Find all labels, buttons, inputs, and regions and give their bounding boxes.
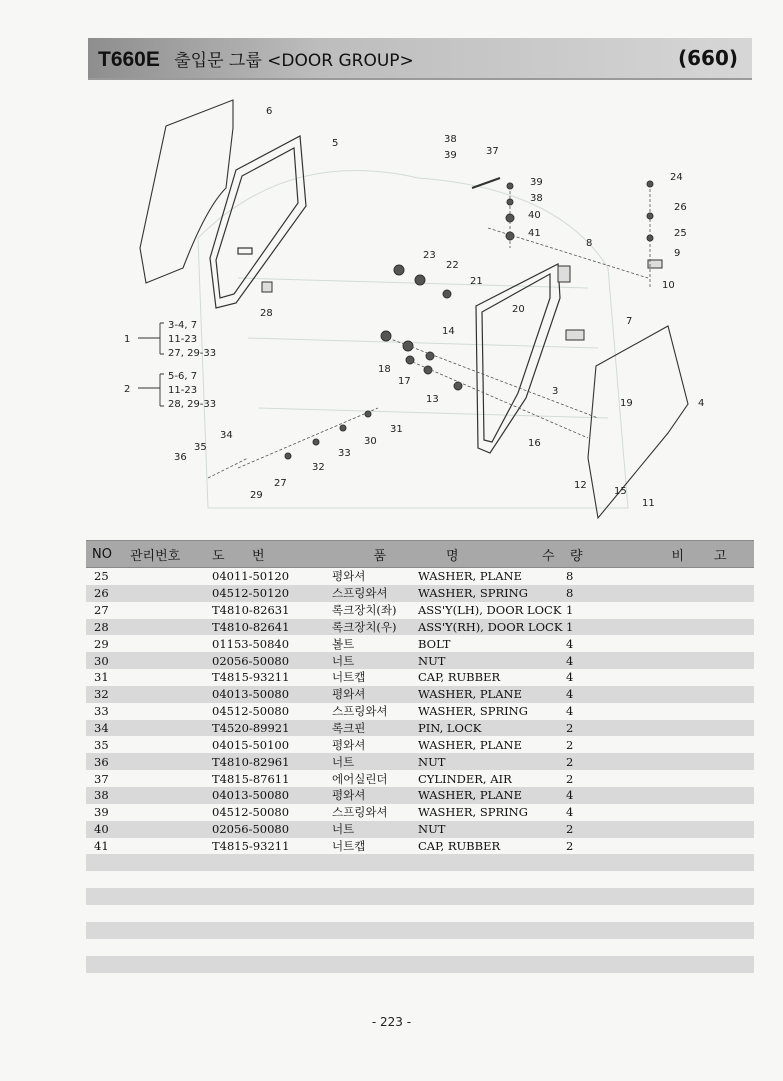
callout-4: 4 (698, 398, 705, 409)
empty-row (86, 888, 754, 905)
cell-name-en: WASHER, PLANE (418, 737, 522, 752)
col-remark-2: 고 (684, 541, 754, 568)
empty-cell (86, 956, 754, 973)
cell-no: 37 (94, 771, 109, 786)
cell-no: 28 (86, 619, 124, 636)
cell-name-kr: 평와셔 (326, 787, 386, 804)
cell-qty: 4 (564, 787, 624, 804)
cell-part-number: T4810-82641 (206, 619, 326, 636)
cell-remark (624, 770, 754, 787)
parts-table-body (86, 568, 754, 974)
cell-code (124, 669, 206, 686)
cell-qty: 2 (566, 771, 574, 786)
cell-name-en: WASHER, PLANE (386, 787, 564, 804)
callout-6: 6 (266, 106, 273, 117)
cell-name-en: WASHER, PLANE (418, 569, 522, 584)
cell-qty: 4 (566, 636, 574, 651)
empty-row (86, 905, 754, 922)
callout-5: 5 (332, 138, 339, 149)
callout-23: 23 (423, 250, 436, 261)
callout-3: 3 (552, 386, 559, 397)
callout-28: 28 (260, 308, 273, 319)
cell-part-number: 02056-50080 (206, 652, 326, 669)
cell-code (124, 602, 206, 619)
cell-no: 34 (86, 720, 124, 737)
cell-part-number: 04512-50080 (212, 805, 290, 820)
cell-part-number: T4810-82961 (206, 753, 326, 770)
col-name-1: 품 (326, 541, 386, 568)
table-row (86, 804, 754, 821)
table-row (86, 652, 754, 669)
callout-30: 30 (364, 436, 377, 447)
hinge-right (558, 260, 662, 340)
cell-code (124, 821, 206, 838)
col-code: 관리번호 (124, 541, 206, 568)
callout-29: 29 (250, 490, 263, 501)
table-row (86, 635, 754, 652)
cell-remark (624, 753, 754, 770)
col-no: NO (86, 541, 124, 568)
empty-cell (86, 905, 754, 922)
callout-39-stack: 39 (530, 177, 543, 188)
cell-name-kr: 록크장치(우) (326, 619, 386, 636)
cell-no: 33 (94, 704, 109, 719)
cell-part-number: 04015-50100 (212, 737, 290, 752)
cell-remark (624, 703, 754, 720)
cell-no: 38 (86, 787, 124, 804)
cell-part-number: 01153-50840 (212, 636, 290, 651)
cell-qty: 2 (564, 821, 624, 838)
cell-name-en: WASHER, SPRING (418, 704, 528, 719)
cell-name-kr: 평와셔 (332, 569, 366, 584)
parts-table (86, 540, 754, 973)
cell-name-en: ASS'Y(LH), DOOR LOCK (418, 603, 562, 618)
cell-code (124, 619, 206, 636)
empty-row (86, 871, 754, 888)
col-qty-2: 량 (564, 541, 624, 568)
callout-38-stack: 38 (530, 193, 543, 204)
group-title: 출입문 그룹 <DOOR GROUP> (174, 51, 414, 71)
callout-35: 35 (194, 442, 207, 453)
table-row (86, 602, 754, 619)
callout-11: 11 (642, 498, 655, 509)
cell-remark (624, 838, 754, 855)
cell-name-en: CAP, RUBBER (418, 838, 501, 853)
cell-no: 30 (86, 652, 124, 669)
cell-name-en: CYLINDER, AIR (418, 771, 512, 786)
cell-qty: 2 (566, 737, 574, 752)
callout-17: 17 (398, 376, 411, 387)
callout-9: 9 (674, 248, 681, 259)
cell-name-en: ASS'Y(RH), DOOR LOCK (386, 619, 564, 636)
table-row (86, 821, 754, 838)
cell-qty: 1 (564, 619, 624, 636)
cell-no: 27 (94, 603, 109, 618)
air-cylinder (472, 178, 500, 188)
cell-name-kr: 너트 (326, 821, 386, 838)
cell-part-number: 04011-50120 (212, 569, 290, 584)
callout-8: 8 (586, 238, 593, 249)
assembly-2-callout: 2 (124, 384, 131, 395)
callout-labels (174, 106, 704, 509)
cell-code (124, 736, 206, 753)
cell-name-kr: 평와셔 (326, 686, 386, 703)
cell-no: 29 (94, 636, 109, 651)
cell-name-en: WASHER, PLANE (386, 686, 564, 703)
assembly-1-line-3: 27, 29-33 (168, 348, 217, 359)
empty-cell (86, 854, 754, 871)
cell-name-kr: 너트 (326, 753, 386, 770)
cell-qty: 4 (564, 652, 624, 669)
callout-7: 7 (626, 316, 633, 327)
cell-name-kr: 스프링와셔 (332, 704, 388, 719)
cell-remark (624, 635, 754, 652)
callout-22: 22 (446, 260, 459, 271)
cell-part-number: T4815-87611 (212, 771, 290, 786)
cell-part-number: 04013-50080 (206, 686, 326, 703)
assembly-bracket-1 (138, 323, 164, 354)
cell-remark (624, 686, 754, 703)
callout-38: 38 (444, 134, 457, 145)
cell-no: 25 (94, 569, 109, 584)
page-title (98, 46, 414, 72)
cell-no: 35 (94, 737, 109, 752)
door-lock-left (262, 282, 272, 292)
cell-qty: 1 (566, 603, 574, 618)
assembly-bracket-2 (138, 374, 164, 406)
callout-14: 14 (442, 326, 455, 337)
cell-remark (624, 619, 754, 636)
cell-code (124, 753, 206, 770)
callout-20: 20 (512, 304, 525, 315)
cell-name-en: WASHER, SPRING (386, 585, 564, 602)
col-remark-1: 비 (624, 541, 684, 568)
cell-name-kr: 스프링와셔 (326, 585, 386, 602)
table-row (86, 619, 754, 636)
cell-name-en: CAP, RUBBER (418, 670, 501, 685)
table-row (86, 669, 754, 686)
callout-40: 40 (528, 210, 541, 221)
cell-qty: 2 (566, 838, 574, 853)
empty-row (86, 939, 754, 956)
cell-part-number: T4815-93211 (212, 838, 290, 853)
callout-26: 26 (674, 202, 687, 213)
cell-no: 40 (86, 821, 124, 838)
table-row (86, 585, 754, 602)
cell-part-number: T4810-82631 (212, 603, 290, 618)
cell-part-number: T4815-93211 (212, 670, 290, 685)
callout-12: 12 (574, 480, 587, 491)
cell-name-kr: 록크핀 (326, 720, 386, 737)
callout-15: 15 (614, 486, 627, 497)
cell-code (124, 652, 206, 669)
cell-code (124, 568, 206, 585)
cell-code (124, 703, 206, 720)
cell-remark (624, 585, 754, 602)
cell-code (124, 720, 206, 737)
empty-row (86, 922, 754, 939)
cell-code (124, 585, 206, 602)
cell-name-kr: 너트캡 (332, 838, 366, 853)
callout-31: 31 (390, 424, 403, 435)
cell-name-en: NUT (386, 652, 564, 669)
empty-row (86, 956, 754, 973)
cell-name-kr: 너트 (326, 652, 386, 669)
table-row (86, 703, 754, 720)
cell-remark (624, 787, 754, 804)
cell-name-en: WASHER, SPRING (418, 805, 528, 820)
callout-34: 34 (220, 430, 233, 441)
assembly-2-line-1: 5-6, 7 (168, 371, 198, 382)
cell-name-en: NUT (386, 753, 564, 770)
cell-no: 39 (94, 805, 109, 820)
col-drawing-2: 번 (246, 541, 326, 568)
door-glass-right (588, 326, 688, 518)
cell-remark (624, 602, 754, 619)
cell-qty: 4 (566, 805, 574, 820)
cell-no: 31 (94, 670, 109, 685)
empty-cell (86, 888, 754, 905)
callout-32: 32 (312, 462, 325, 473)
assembly-1-callout: 1 (124, 334, 131, 345)
cell-qty: 4 (566, 670, 574, 685)
col-qty-1: 수 (536, 541, 564, 568)
cell-remark (624, 652, 754, 669)
cell-name-kr: 에어실린더 (332, 771, 388, 786)
assembly-1-line-1: 3-4, 7 (168, 320, 198, 331)
cell-qty: 4 (566, 704, 574, 719)
cell-remark (624, 720, 754, 737)
model-name: T660E (98, 48, 160, 71)
cell-name-kr: 스프링와셔 (332, 805, 388, 820)
empty-row (86, 854, 754, 871)
cell-code (124, 804, 206, 821)
table-row (86, 770, 754, 787)
empty-cell (86, 922, 754, 939)
cell-part-number: 04512-50080 (212, 704, 290, 719)
cell-qty: 8 (566, 569, 574, 584)
callout-37: 37 (486, 146, 499, 157)
empty-cell (86, 871, 754, 888)
callout-33: 33 (338, 448, 351, 459)
callout-10: 10 (662, 280, 675, 291)
cell-qty: 2 (564, 720, 624, 737)
cell-name-kr: 록크장치(좌) (332, 603, 397, 618)
title-bar (88, 38, 752, 80)
cell-name-en: BOLT (418, 636, 451, 651)
cell-no: 26 (86, 585, 124, 602)
callout-27: 27 (274, 478, 287, 489)
cell-qty: 8 (564, 585, 624, 602)
table-row (86, 568, 754, 585)
table-row (86, 753, 754, 770)
cell-part-number: 04512-50120 (206, 585, 326, 602)
table-header-row (86, 541, 754, 568)
exploded-diagram (88, 88, 752, 528)
door-frame-right (476, 264, 560, 453)
assembly-2-line-2: 11-23 (168, 385, 198, 396)
callout-41: 41 (528, 228, 541, 239)
cell-part-number: 04013-50080 (206, 787, 326, 804)
cell-part-number: T4520-89921 (206, 720, 326, 737)
callout-13: 13 (426, 394, 439, 405)
cell-no: 36 (86, 753, 124, 770)
callout-25: 25 (674, 228, 687, 239)
page-number: - 223 - (371, 1015, 412, 1029)
assembly-1-line-2: 11-23 (168, 334, 198, 345)
cell-no: 41 (94, 838, 109, 853)
callout-16: 16 (528, 438, 541, 449)
callout-39: 39 (444, 150, 457, 161)
callout-21: 21 (470, 276, 483, 287)
callout-19: 19 (620, 398, 633, 409)
col-drawing-1: 도 (206, 541, 246, 568)
cell-qty: 2 (564, 753, 624, 770)
cell-remark (624, 804, 754, 821)
cell-part-number: 02056-50080 (206, 821, 326, 838)
cell-code (124, 770, 206, 787)
empty-cell (86, 939, 754, 956)
cell-remark (624, 568, 754, 585)
page-code: (660) (677, 46, 738, 70)
table-row (86, 720, 754, 737)
callout-18: 18 (378, 364, 391, 375)
door-frame-left (210, 136, 306, 308)
cell-remark (624, 821, 754, 838)
cell-code (124, 787, 206, 804)
col-name-2: 명 (386, 541, 536, 568)
cell-qty: 4 (564, 686, 624, 703)
cell-name-kr: 너트캡 (332, 670, 366, 685)
table-row (86, 787, 754, 804)
table-row (86, 838, 754, 855)
callout-24: 24 (670, 172, 683, 183)
cell-code (124, 838, 206, 855)
door-glass-left (140, 100, 233, 283)
cell-name-en: NUT (386, 821, 564, 838)
table-row (86, 736, 754, 753)
cell-name-kr: 평와셔 (332, 737, 366, 752)
cell-remark (624, 736, 754, 753)
cell-code (124, 635, 206, 652)
assembly-2-line-3: 28, 29-33 (168, 399, 217, 410)
cell-name-en: PIN, LOCK (386, 720, 564, 737)
cell-code (124, 686, 206, 703)
table-row (86, 686, 754, 703)
cell-no: 32 (86, 686, 124, 703)
cell-remark (624, 669, 754, 686)
cell-name-kr: 볼트 (332, 636, 355, 651)
callout-36: 36 (174, 452, 187, 463)
